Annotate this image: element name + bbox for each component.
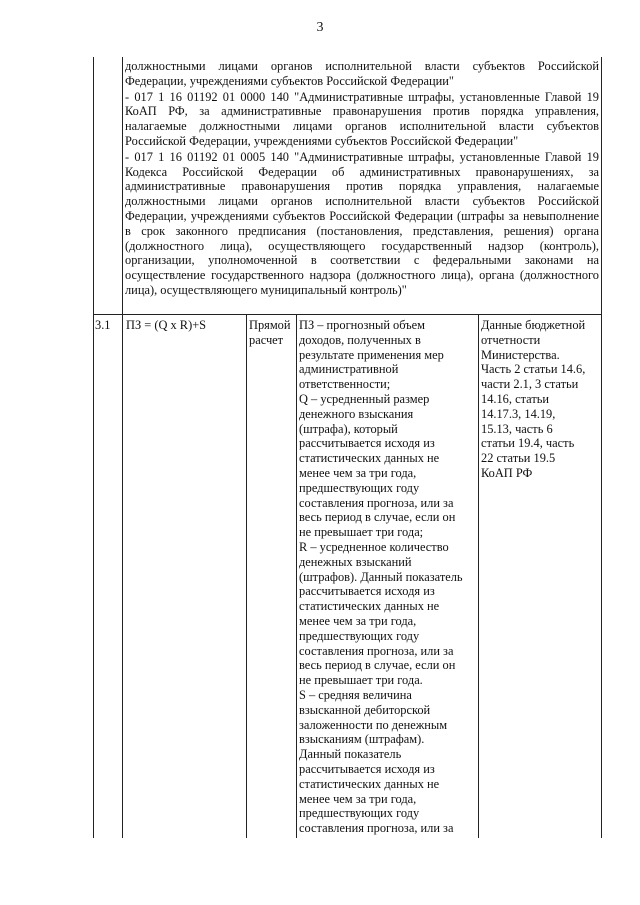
description-line: Данный показатель xyxy=(299,747,402,762)
description-line: не превышает три года; xyxy=(299,525,424,540)
formula: ПЗ = (Q x R)+S xyxy=(126,318,207,332)
table-col-divider-number xyxy=(122,57,123,838)
source-line: Министерства. xyxy=(481,347,560,362)
source-line: статьи 19.4, часть xyxy=(481,436,575,451)
row-number: 3.1 xyxy=(95,318,111,332)
source-line: КоАП РФ xyxy=(481,465,533,480)
description-line: ответственности; xyxy=(299,377,391,392)
source-line: 14.17.3, 14.19, xyxy=(481,406,556,421)
source-line: 15.13, часть 6 xyxy=(481,421,553,436)
description-line: доходов, полученных в xyxy=(299,332,421,347)
description-line: денежных взысканий xyxy=(299,554,412,569)
description-cell xyxy=(299,318,479,836)
description-line: рассчитывается исходя из xyxy=(299,584,435,599)
source-line: части 2.1, 3 статьи xyxy=(481,377,579,392)
description-line: (штрафов). Данный показатель xyxy=(299,569,463,584)
description-line: S – средняя величина xyxy=(299,687,412,702)
page-number: 3 xyxy=(316,20,324,35)
description-line: составления прогноза, или за xyxy=(299,495,454,510)
description-line: административной xyxy=(299,362,399,377)
description-line: статистических данных не xyxy=(299,451,440,466)
method-line: расчет xyxy=(249,332,284,347)
table-col-divider-formula xyxy=(246,314,247,838)
table-border-left xyxy=(93,57,94,838)
row1-paragraph: - 017 1 16 01192 01 0005 140 "Административные штрафы, установленные Главой 19 Кодекса Российской Федерации об административных правонарушениях, за административные правонарушения против порядка управления, налагаемые должностными лицами органов исполнительной власти субъектов Российской Федерации, учреждениями субъектов Российской Федерации (штрафы за невыполнение в срок законного предписания (постановления, представления, решения) органа (должностного лица), осуществляющего государственный надзор (контроль), организации, уполномоченной в соответствии с федеральными законами на осуществление государственного надзора (должностного лица), органа (должностного лица), осуществляющего муниципальный контроль)" xyxy=(125,149,599,297)
description-line: весь период в случае, если он xyxy=(299,658,456,673)
description-line: взысканной дебиторской xyxy=(299,702,431,717)
row1-paragraph: - 017 1 16 01192 01 0000 140 "Административные штрафы, установленные Главой 19 КоАП РФ, за административные правонарушения против порядка управления, налагаемые должностными лицами органов исполнительной власти субъектов Российской Федерации, учреждениями субъектов Российской Федерации" xyxy=(125,89,599,148)
description-line: ПЗ – прогнозный объем xyxy=(299,318,425,332)
method-line: Прямой xyxy=(249,318,291,332)
description-line: взысканиям (штрафам). xyxy=(299,732,425,747)
table-row-divider xyxy=(93,314,601,315)
description-line: R – усредненное количество xyxy=(299,539,449,554)
description-line: предшествующих году xyxy=(299,480,420,495)
description-line: рассчитывается исходя из xyxy=(299,761,435,776)
source-cell xyxy=(481,318,601,481)
row1-paragraph: должностными лицами органов исполнительной власти субъектов Российской Федерации, учреждениями субъектов Российской Федерации" xyxy=(125,59,599,88)
description-line: Q – усредненный размер xyxy=(299,391,430,406)
description-line: не превышает три года. xyxy=(299,673,423,688)
description-line: денежного взыскания xyxy=(299,406,414,421)
description-line: составления прогноза, или за xyxy=(299,643,454,658)
description-line: предшествующих году xyxy=(299,628,420,643)
description-line: менее чем за три года, xyxy=(299,465,417,480)
source-line: 22 статьи 19.5 xyxy=(481,451,556,466)
description-line: менее чем за три года, xyxy=(299,791,417,806)
description-line: заложенности по денежным xyxy=(299,717,448,732)
description-line: результате применения мер xyxy=(299,347,444,362)
description-line: весь период в случае, если он xyxy=(299,510,456,525)
description-line: (штрафа), который xyxy=(299,421,398,436)
description-line: предшествующих году xyxy=(299,806,420,821)
source-line: Часть 2 статьи 14.6, xyxy=(481,362,586,377)
source-line: отчетности xyxy=(481,332,541,347)
description-line: статистических данных не xyxy=(299,599,440,614)
description-line: составления прогноза, или за xyxy=(299,821,454,836)
table-border-right xyxy=(601,57,602,838)
description-line: статистических данных не xyxy=(299,776,440,791)
table-col-divider-method xyxy=(296,314,297,838)
description-line: менее чем за три года, xyxy=(299,613,417,628)
description-line: рассчитывается исходя из xyxy=(299,436,435,451)
source-line: Данные бюджетной xyxy=(481,318,586,332)
source-line: 14.16, статьи xyxy=(481,391,550,406)
calculation-method xyxy=(249,318,297,348)
row1-text-cell xyxy=(125,59,599,298)
